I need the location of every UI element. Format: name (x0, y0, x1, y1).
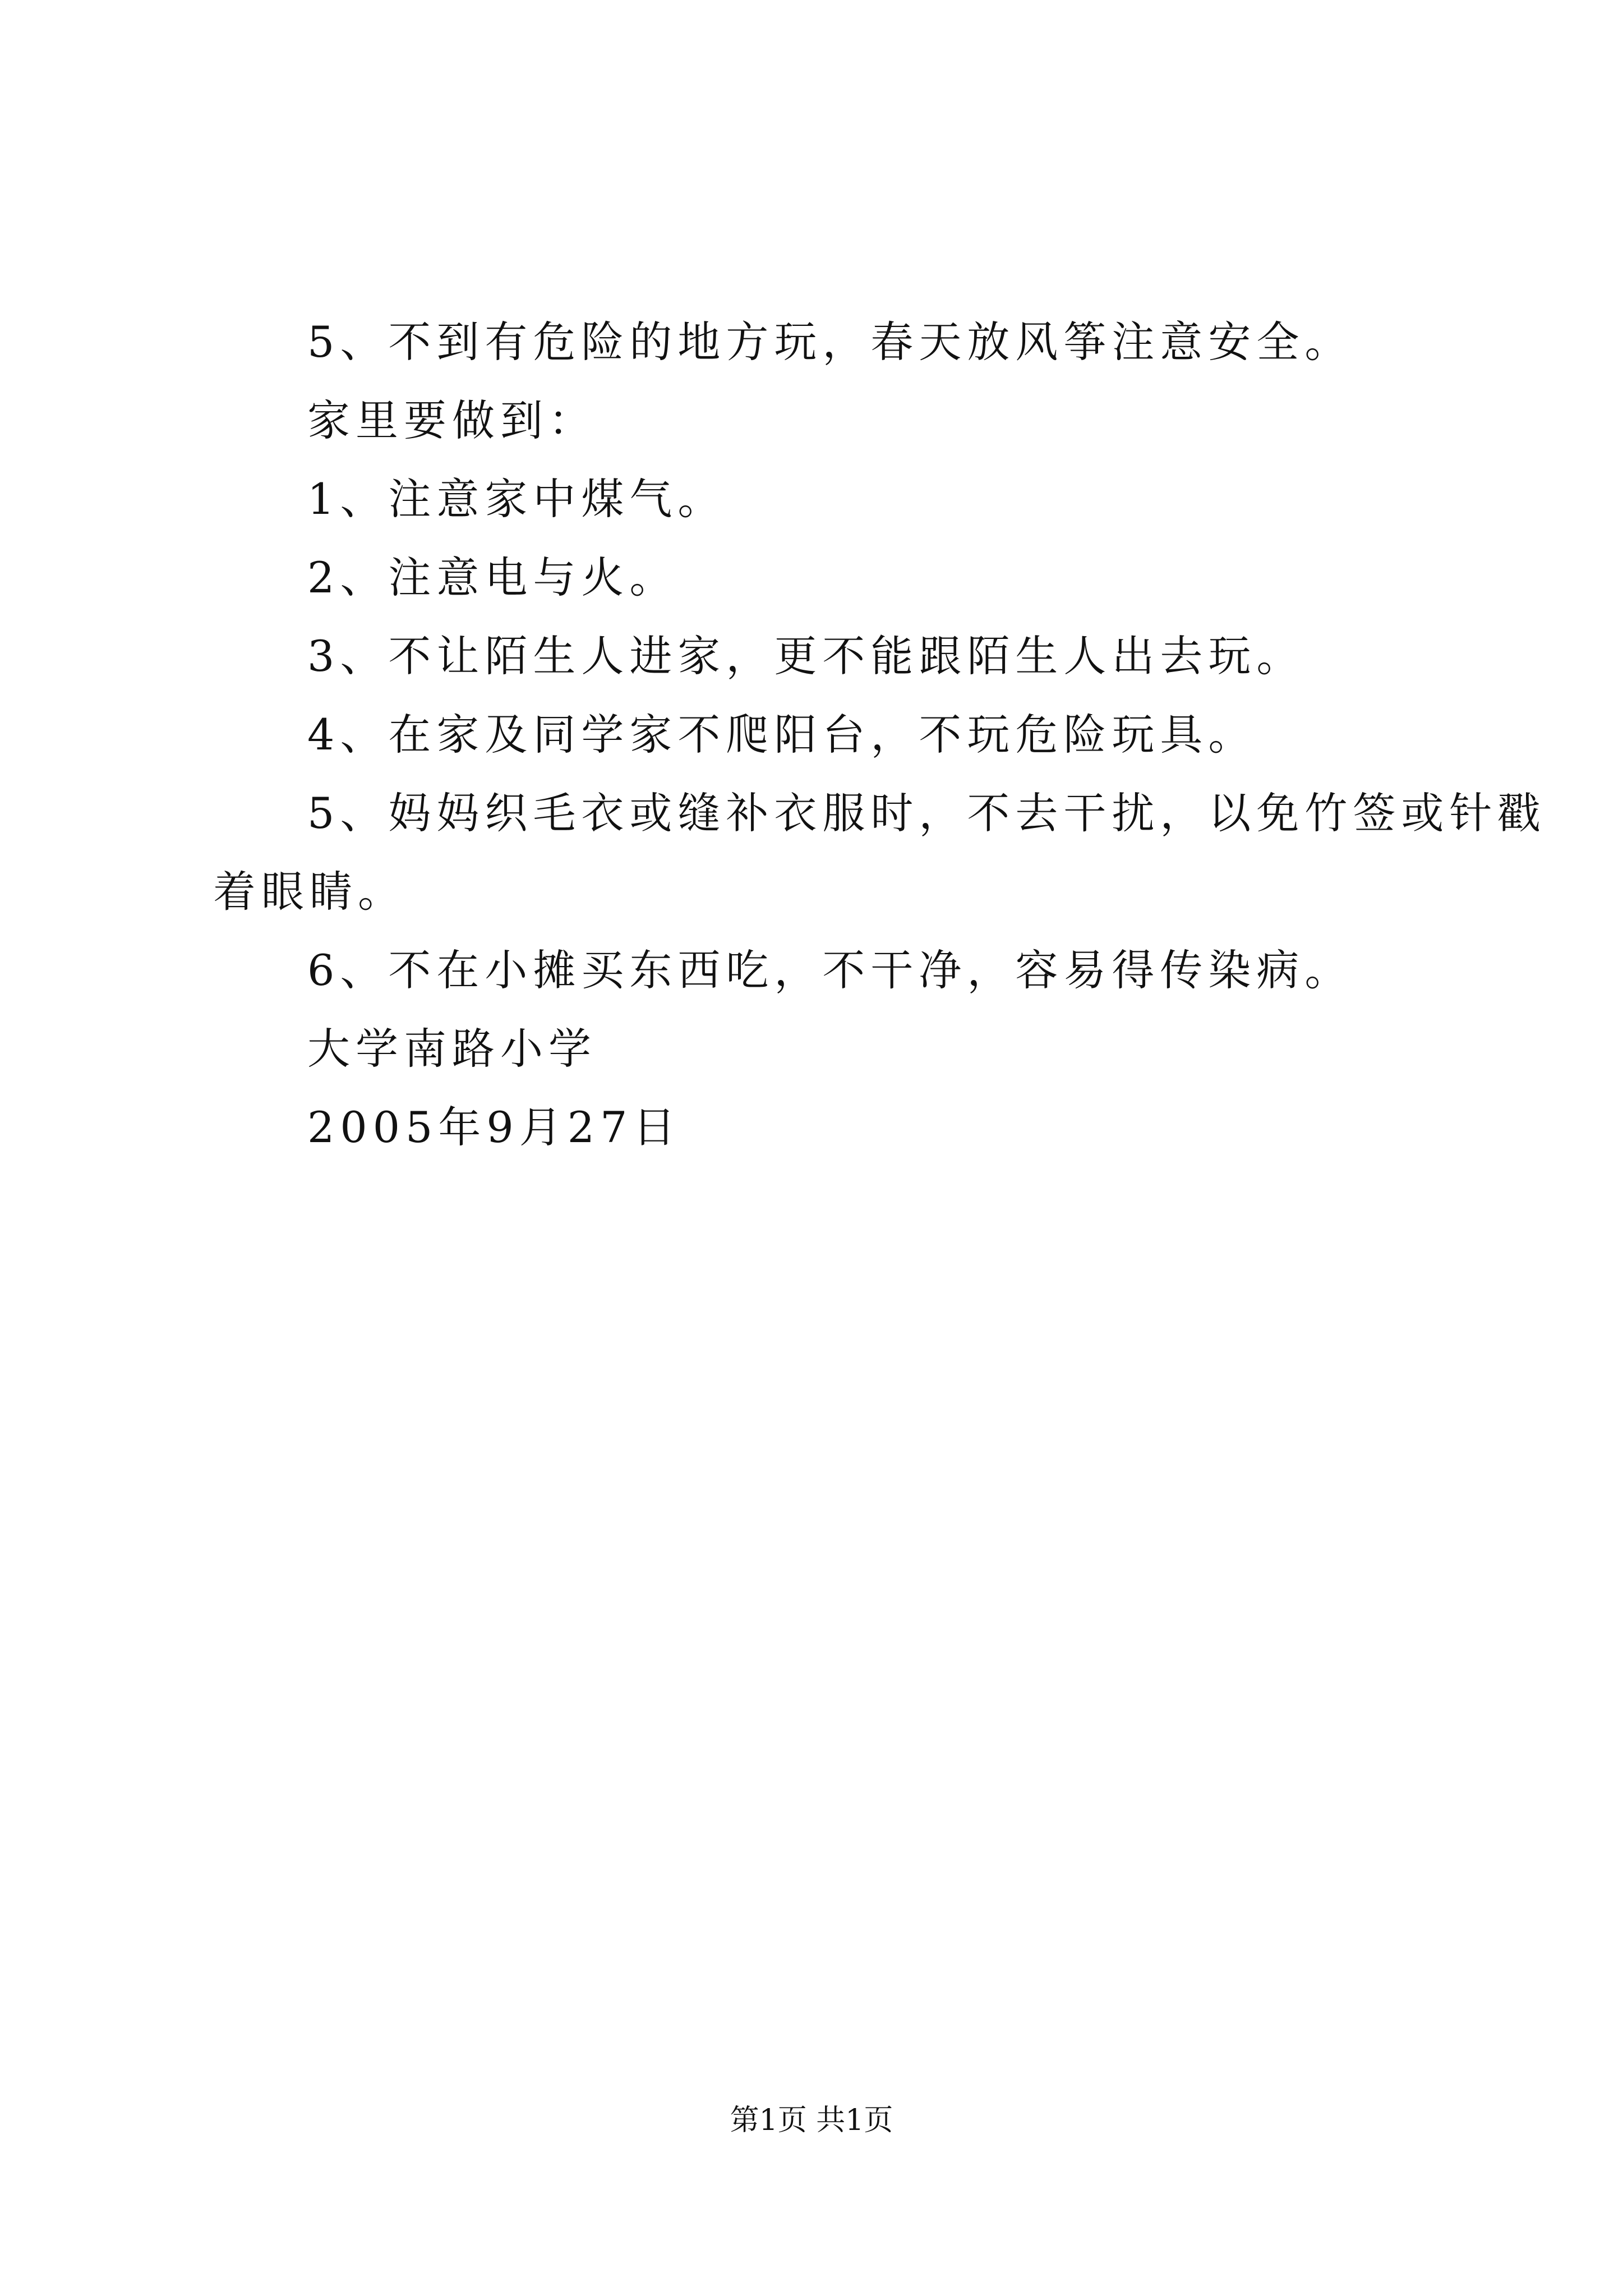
list-item-safe-play: 5、不到有危险的地方玩，春天放风筝注意安全。 (307, 317, 1353, 367)
list-item-electricity-fire: 2、注意电与火。 (307, 553, 678, 602)
list-item-balcony-toys: 4、在家及同学家不爬阳台，不玩危险玩具。 (307, 710, 1257, 760)
section-heading-home: 家里要做到： (307, 395, 597, 445)
page-footer: 第1页 共1页 (730, 2104, 893, 2137)
list-item-sewing: 5、妈妈织毛衣或缝补衣服时，不去干扰，以免竹签或针戳 (307, 788, 1546, 838)
signature-school: 大学南路小学 (307, 1024, 597, 1074)
signature-date: 2005年9月27日 (307, 1102, 681, 1152)
list-item-strangers: 3、不让陌生人进家，更不能跟陌生人出去玩。 (307, 631, 1305, 681)
document-body (213, 303, 1546, 1167)
list-item-street-food: 6、不在小摊买东西吃，不干净，容易得传染病。 (307, 945, 1353, 995)
list-item-sewing-continued: 着眼睛。 (213, 867, 406, 917)
list-item-gas: 1、注意家中煤气。 (307, 474, 726, 524)
